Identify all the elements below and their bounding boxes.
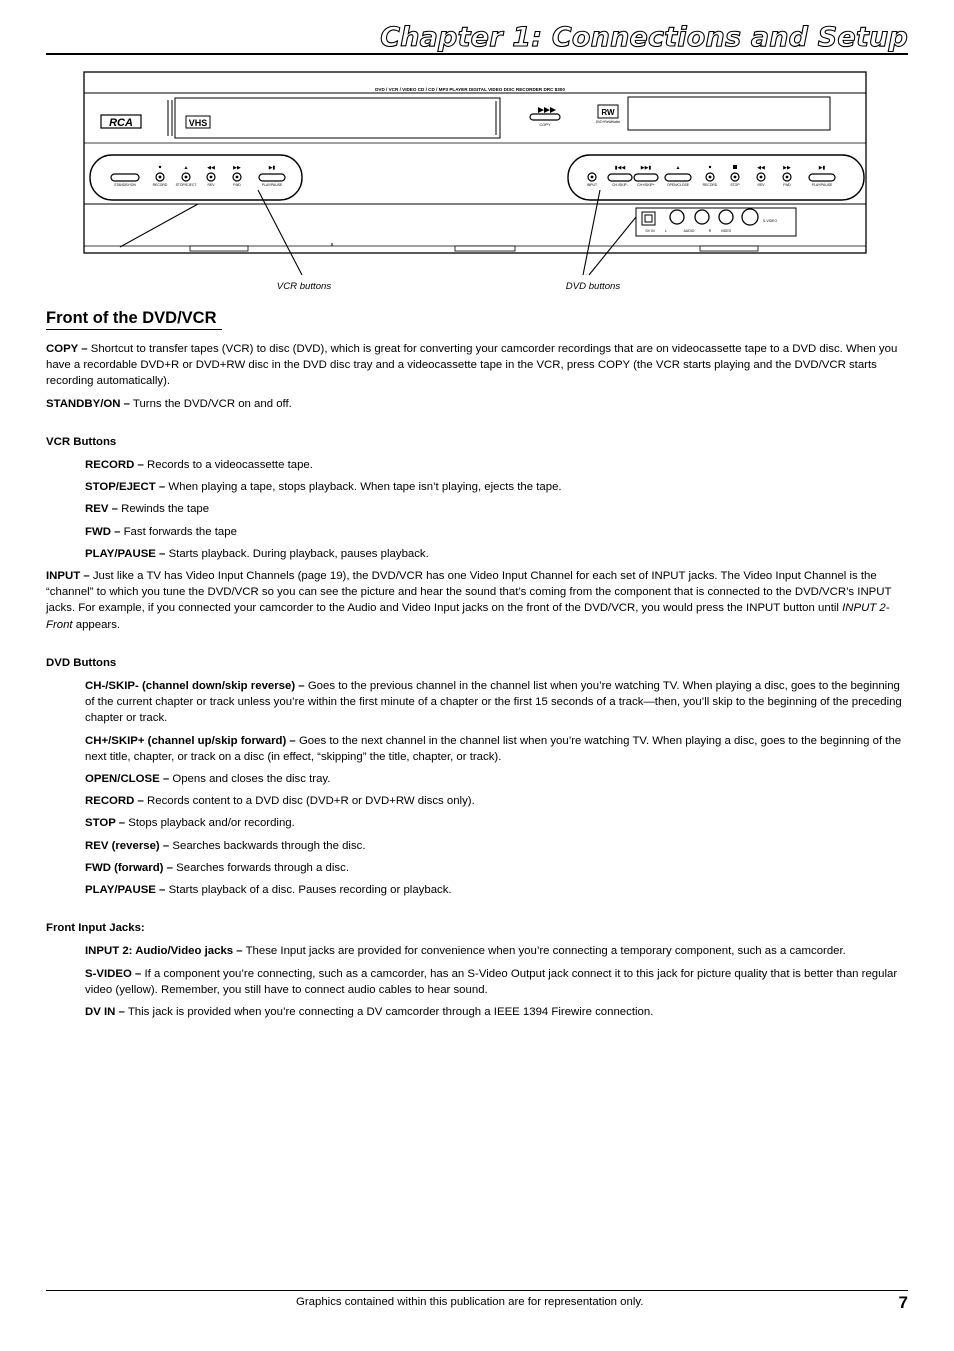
dvd-label-stop: STOP [730,183,740,187]
dvd-record-item: RECORD – Records content to a DVD disc (DVD+R or DVD+RW discs only). [85,795,475,808]
model-strip: DVD / VCR / VIDEO CD / CD / MP3 PLAYER DIGITAL VIDEO DISC RECORDER DRC 8300 [375,87,565,92]
vcr-label-stop-eject: STOP/EJECT [175,183,197,187]
jack-label-r: R [708,229,712,233]
vcr-stop-eject-item: STOP/EJECT – When playing a tape, stops playback. When tape isn’t playing, ejects the tape. [85,481,562,494]
svg-text:▶▮: ▶▮ [818,165,826,171]
svg-text:▶▶: ▶▶ [783,165,791,171]
footer-note: Graphics contained within this publication are for representation only. [296,1296,644,1308]
svg-text:◀◀: ◀◀ [207,165,215,171]
dvd-ch-minus-item: CH-/SKIP- (channel down/skip reverse) – Goes to the previous channel in the channel list when you’re watching TV. When playing a disc, goes to the beginning of the current chapter or track unless you’re within the first minute of a chapter or the first 15 seconds of a track—then, you’ll skip to the beginning of the preceding chapter or track. [85,680,902,725]
copy-description: COPY – Shortcut to transfer tapes (VCR) to disc (DVD), which is great for converting your camcorder recordings that are on videocassette tape to a DVD disc. When you have a recordable DVD+R or DVD+RW disc in the DVD disc tray and a videocassette tape in the VCR, press COPY (the VCR starts playing and the DVD/VCR starts recording automatically). [46,343,898,388]
jack-label-s-video: S-VIDEO [763,219,777,223]
svg-text:▮◀◀: ▮◀◀ [614,165,626,171]
vcr-buttons-callout: VCR buttons [276,281,332,292]
dvd-disc-tray [628,97,830,130]
section-heading: Front of the DVD/VCR [46,309,217,327]
vcr-label-record: RECORD [152,183,168,187]
vcr-rev-item: REV – Rewinds the tape [85,503,210,516]
jack-label-audio: AUDIO [683,229,695,233]
copy-label: COPY [539,122,551,127]
jack-label-l: L [665,229,667,233]
vcr-label-play-pause: PLAY/PAUSE [261,183,283,187]
input-description: INPUT – Just like a TV has Video Input Channels (page 19), the DVD/VCR has one Video Input Channel for each set of INPUT jacks. The Video Input Channel is the “channel” to which you tune the DVD/VCR so you can see the picture and hear the sound that’s coming from the component that is connected to the DVD/VCR’s INPUT jacks. For example, if you connected your camcorder to the Audio and Video Input jacks on the front of the DVD/VCR, you would press the INPUT button until INPUT 2-Front appears. [46,570,892,631]
svg-text:▲: ▲ [183,165,189,171]
dvd-play-pause-item: PLAY/PAUSE – Starts playback of a disc. Pauses recording or playback. [85,884,452,897]
dvd-fwd-item: FWD (forward) – Searches forwards through a disc. [85,861,349,874]
svg-text:▶▮: ▶▮ [268,165,276,171]
svg-text:▶▶▮: ▶▶▮ [640,165,652,171]
footer-rule [46,1290,908,1291]
s-video-item: S-VIDEO – If a component you’re connecting, such as a camcorder, has an S-Video Output jack connect it to this jack for picture quality that is better than regular video (yellow). Remember, you still have to connect audio cables to hear sound. [85,967,898,996]
svg-text:▲: ▲ [675,165,681,171]
dvd-rev-item: REV (reverse) – Searches backwards through the disc. [85,839,366,852]
dvd-stop-item: STOP – Stops playback and/or recording. [85,817,295,830]
vhs-logo: VHS [188,118,208,128]
body-text [46,341,910,1026]
svg-text:▶▶: ▶▶ [233,165,241,171]
vcr-tape-slot [175,98,500,138]
jack-label-dv-in: DV IN [645,229,655,233]
svg-text:◀◀: ◀◀ [757,165,765,171]
dvd-open-close-item: OPEN/CLOSE – Opens and closes the disc tray. [85,773,331,786]
copy-button [530,114,560,120]
dvd-label-ch-plus: CH+/SKIP+ [637,183,655,187]
vcr-play-pause-item: PLAY/PAUSE – Starts playback. During playback, pauses playback. [85,547,429,560]
dv-in-item: DV IN – This jack is provided when you’re connecting a DV camcorder through a IEEE 1394 Firewire connection. [85,1006,654,1019]
header-rule [46,53,908,55]
rw-sub: DVD+ReWritable [595,120,621,124]
dvd-label-rev: REV [757,183,765,187]
jack-label-video: VIDEO [720,229,732,233]
dvd-label-fwd: FWD [783,183,791,187]
vcr-record-item: RECORD – Records to a videocassette tape. [85,459,313,472]
front-input-jacks-heading: Front Input Jacks: [46,922,145,935]
dvd-label-input: INPUT [586,183,598,187]
vcr-label-standby: STANDBY/ON [114,183,136,187]
vcr-label-fwd: FWD [233,183,241,187]
standby-on-button [111,174,139,181]
dvd-vcr-front-illustration [80,70,870,295]
dvd-ch-plus-item: CH+/SKIP+ (channel up/skip forward) – Goes to the next channel in the channel list when you’re watching TV. When playing a disc, goes to the beginning of the next title, chapter, or track on a disc (in effect, “skipping” the title, chapter, or track). [85,734,902,763]
rw-logo: RW [601,108,615,117]
dvd-label-ch-minus: CH-/SKIP- [612,183,628,187]
section-underline [46,329,222,330]
dvd-label-record: RECORD [702,183,718,187]
dvd-label-open-close: OPEN/CLOSE [666,183,690,187]
standby-description: STANDBY/ON – Turns the DVD/VCR on and off. [46,397,292,410]
input2-av-jacks-item: INPUT 2: Audio/Video jacks – These Input jacks are provided for convenience when you’re connecting a temporary component, such as a camcorder. [85,945,846,958]
vcr-fwd-item: FWD – Fast forwards the tape [85,525,237,538]
dvd-buttons-callout: DVD buttons [565,281,621,292]
page-number: 7 [898,1293,908,1312]
dvd-label-play-pause: PLAY/PAUSE [811,183,833,187]
vcr-buttons-heading: VCR Buttons [46,435,117,448]
vcr-label-rev: REV [207,183,215,187]
dvd-buttons-heading: DVD Buttons [46,656,117,669]
brand-logo: RCA [109,117,133,129]
chapter-title: Chapter 1: Connections and Setup [380,22,908,53]
